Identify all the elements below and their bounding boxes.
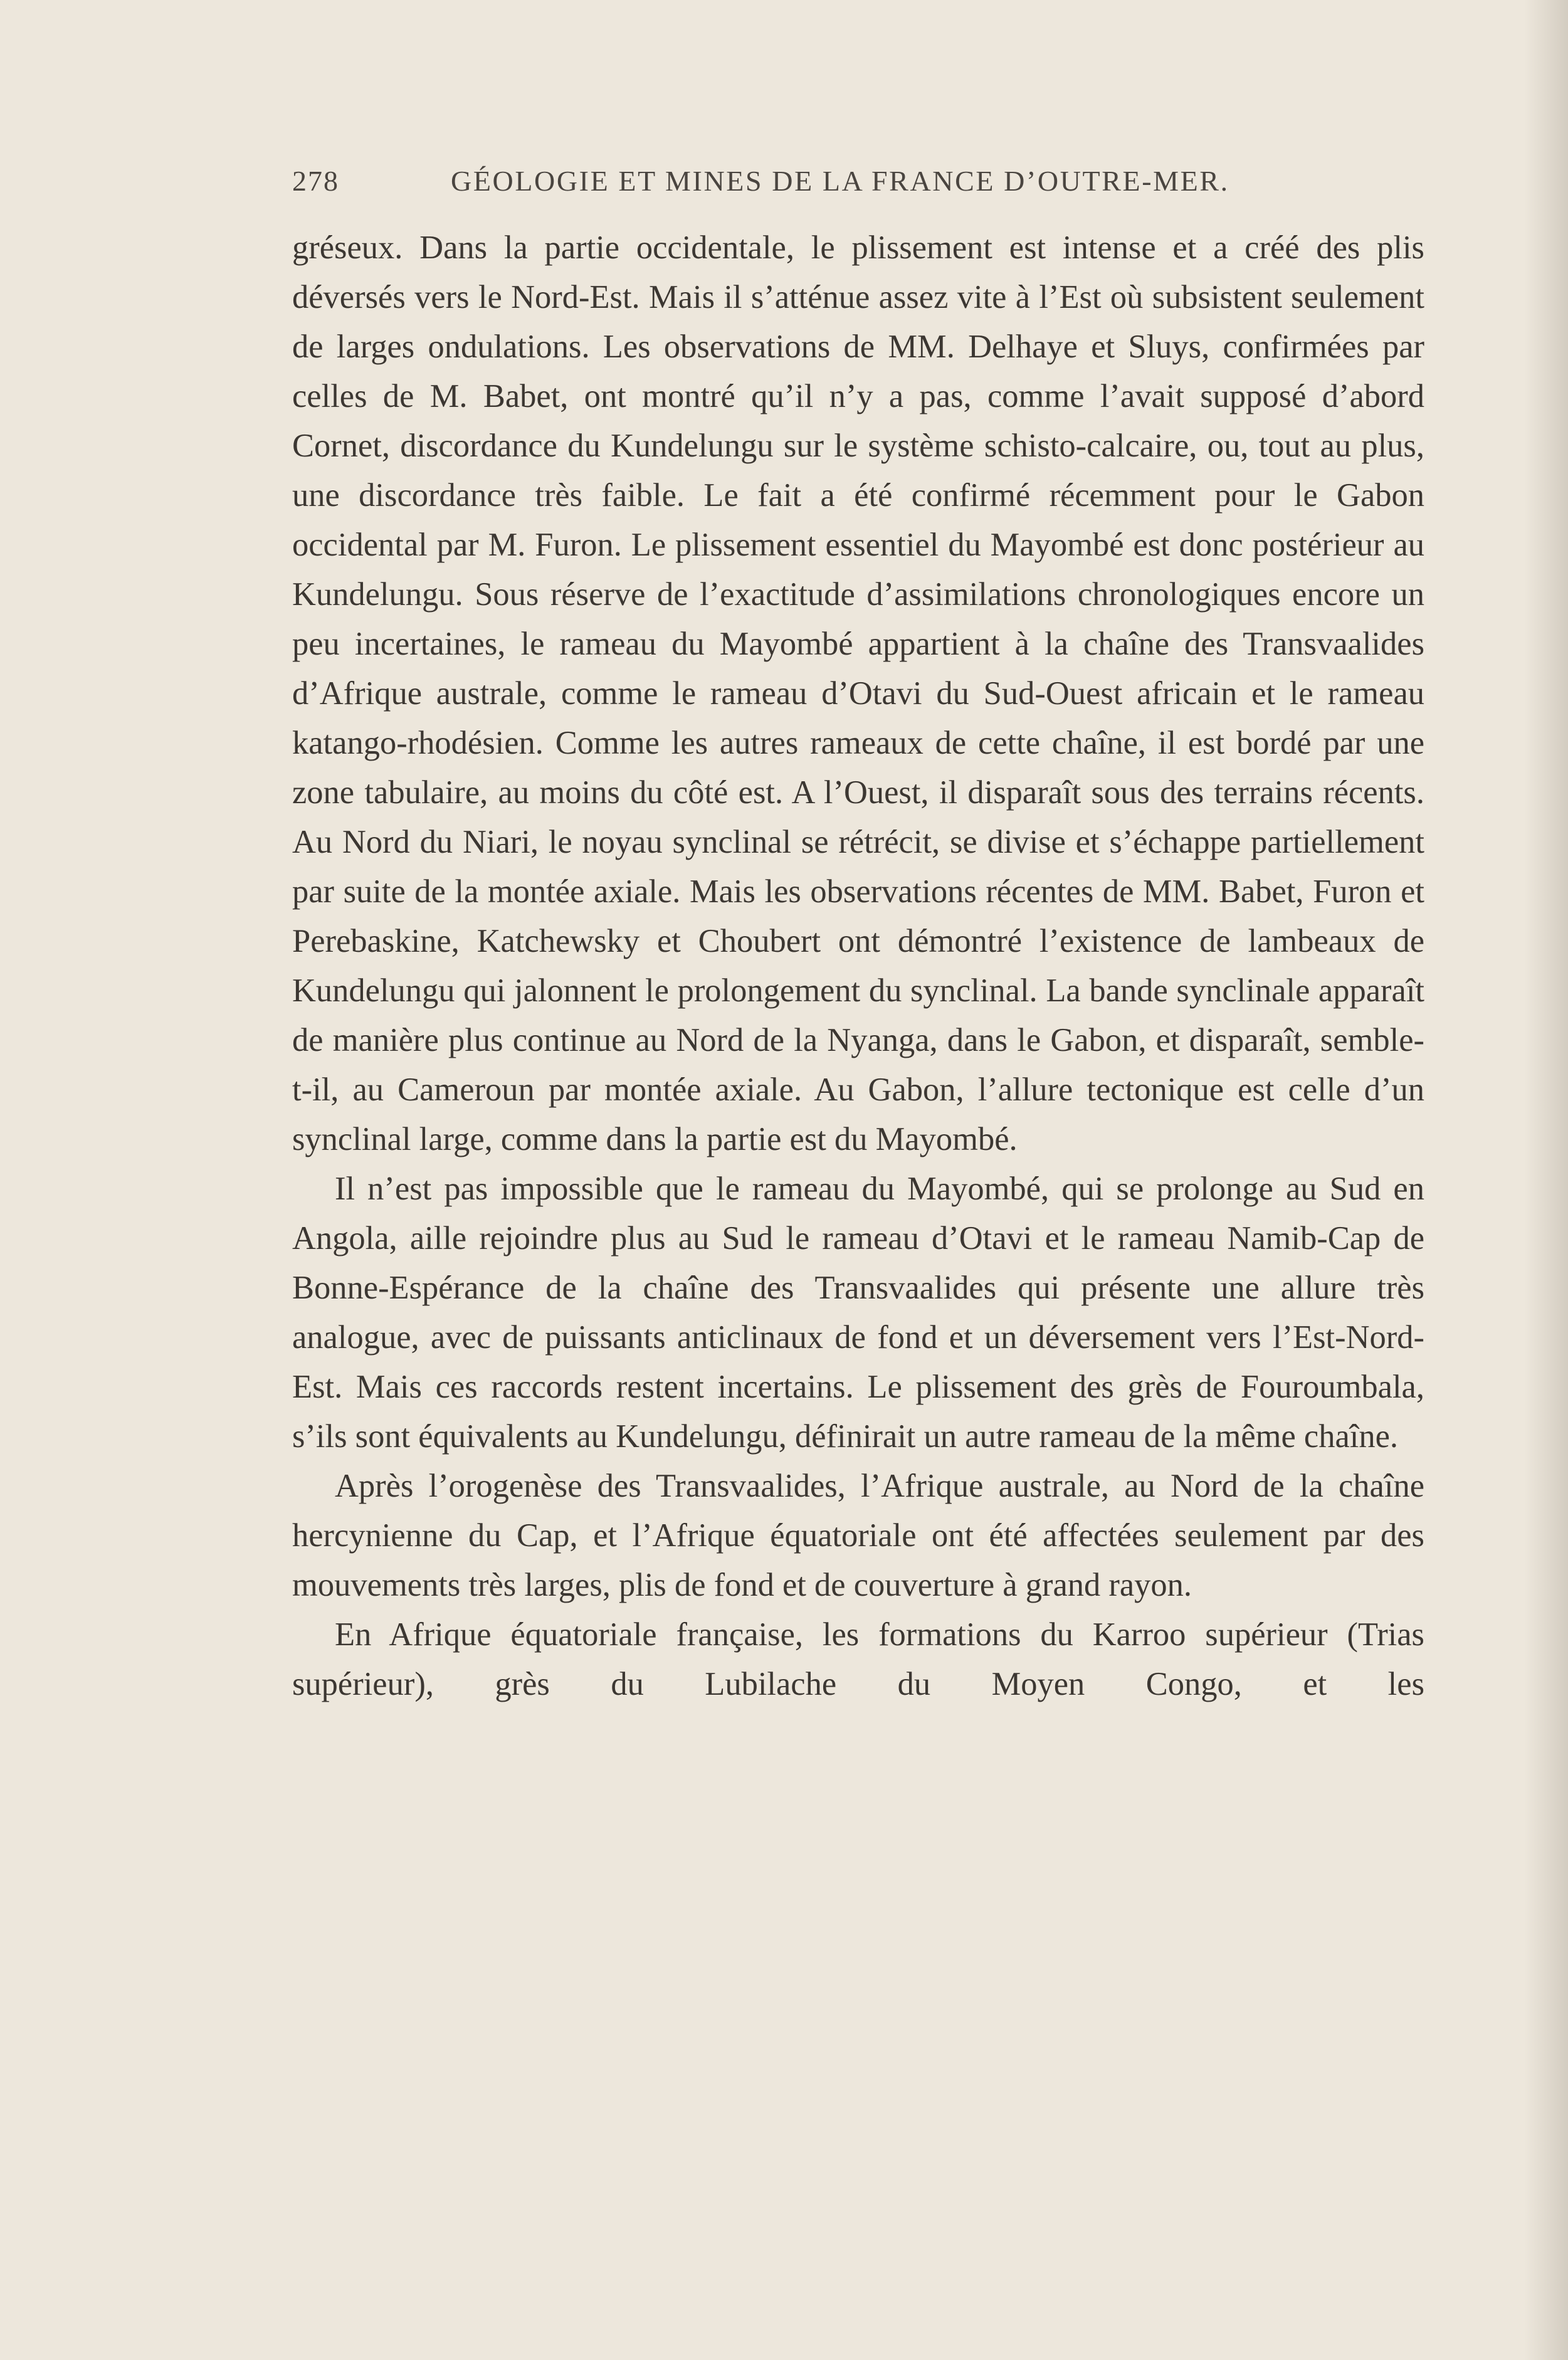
running-title: GÉOLOGIE ET MINES DE LA FRANCE D’OUTRE-MER. [451,165,1229,197]
paragraph-continued: gréseux. Dans la partie occidentale, le plissement est intense et a créé des plis déversés vers le Nord-Est. Mais il s’atténue assez vite à l’Est où subsistent seulement de larges ondulations. Les observations de MM. Delhaye et Sluys, confirmées par celles de M. Babet, ont montré qu’il n’y a pas, comme l’avait supposé d’abord Cornet, discordance du Kundelungu sur le système schisto-calcaire, ou, tout au plus, une discordance très faible. Le fait a été confirmé récemment pour le Gabon occidental par M. Furon. Le plissement essentiel du Mayombé est donc postérieur au Kundelungu. Sous réserve de l’exactitude d’assimilations chronologiques encore un peu incertaines, le rameau du Mayombé appartient à la chaîne des Transvaalides d’Afrique australe, comme le rameau d’Otavi du Sud-Ouest africain et le rameau katango-rhodésien. Comme les autres rameaux de cette chaîne, il est bordé par une zone tabulaire, au moins du côté est. A l’Ouest, il disparaît sous des terrains récents. Au Nord du Niari, le noyau synclinal se rétrécit, se divise et s’échappe partiellement par suite de la montée axiale. Mais les observations récentes de MM. Babet, Furon et Perebaskine, Katchewsky et Choubert ont démontré l’existence de lambeaux de Kundelungu qui jalonnent le prolongement du synclinal. La bande synclinale apparaît de manière plus continue au Nord de la Nyanga, dans le Gabon, et disparaît, semble-t-il, au Cameroun par montée axiale. Au Gabon, l’allure tectonique est celle d’un synclinal large, comme dans la partie est du Mayombé. [292,229,1424,1157]
paragraph: En Afrique équatoriale française, les formations du Karroo supérieur (Trias supérieur), grès du Lubilache du Moyen Congo, et les [292,1616,1424,1702]
body-text [292,223,1424,1709]
page-edge-shadow [1524,0,1568,2360]
paragraph: Il n’est pas impossible que le rameau du Mayombé, qui se prolonge au Sud en Angola, aille rejoindre plus au Sud le rameau d’Otavi et le rameau Namib-Cap de Bonne-Espérance de la chaîne des Transvaalides qui présente une allure très analogue, avec de puissants anticlinaux de fond et un déversement vers l’Est-Nord-Est. Mais ces raccords restent incertains. Le plissement des grès de Fouroumbala, s’ils sont équivalents au Kundelungu, définirait un autre rameau de la même chaîne. [292,1171,1424,1455]
page-number: 278 [292,165,339,197]
running-head [292,164,1258,204]
paragraph: Après l’orogenèse des Transvaalides, l’Afrique australe, au Nord de la chaîne hercynienne du Cap, et l’Afrique équatoriale ont été affectées seulement par des mouvements très larges, plis de fond et de couverture à grand rayon. [292,1468,1424,1603]
